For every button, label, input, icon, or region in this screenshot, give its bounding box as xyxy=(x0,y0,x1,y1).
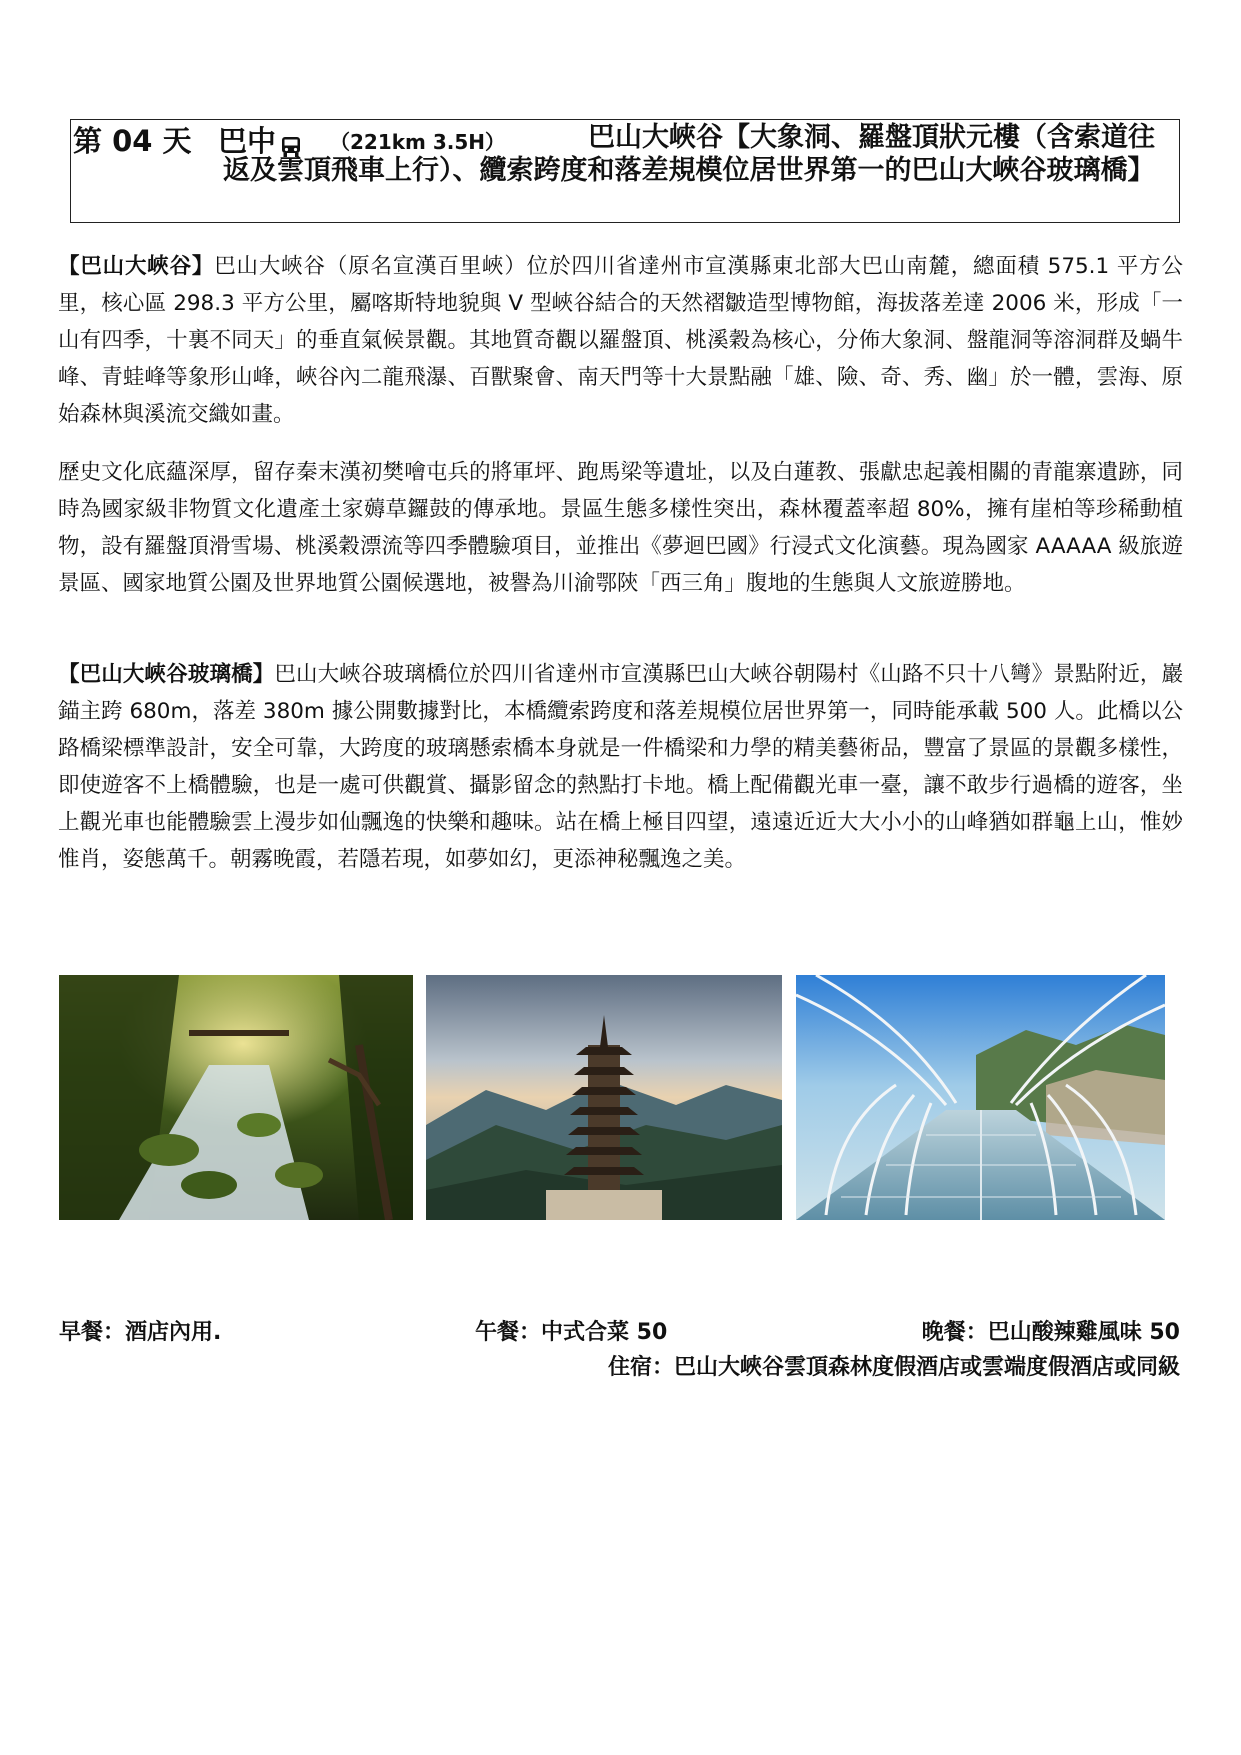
day-label: 第 04 天 xyxy=(73,124,192,158)
section-history xyxy=(58,454,1183,602)
lunch-label: 午餐：中式合菜 50 xyxy=(475,1320,668,1345)
lodging-label: 住宿：巴山大峽谷雲頂森林度假酒店或雲端度假酒店或同級 xyxy=(607,1355,1180,1380)
section-heading: 【巴山大峽谷玻璃橋】 xyxy=(58,662,275,687)
day-header xyxy=(70,119,1180,223)
city-name: 巴中 xyxy=(218,124,277,158)
photo-pagoda xyxy=(426,975,782,1220)
section-text: 巴山大峽谷（原名宣漢百里峽）位於四川省達州市宣漢縣東北部大巴山南麓，總面積 575.1 平方公里，核心區 298.3 平方公里，屬喀斯特地貌與 V 型峽谷結合的天然褶皺造型博物館，海拔落差達 2006 米，形成「一山有四季，十裏不同天」的垂直氣候景觀。其地質奇觀以羅盤頂、桃溪穀為核心，分佈大象洞、盤龍洞等溶洞群及蝸牛峰、青蛙峰等象形山峰，峽谷內二龍飛瀑、百獸聚會、南天門等十大景點融「雄、險、奇、秀、幽」於一體，雲海、原始森林與溪流交織如畫。 xyxy=(58,254,1183,427)
day-title: 巴山大峽谷【大象洞、羅盤頂狀元樓（含索道往返及雲頂飛車上行）、纜索跨度和落差規模位居世界第一的巴山大峽谷玻璃橋】 xyxy=(223,122,1155,186)
section-glass-bridge xyxy=(58,656,1183,878)
photo-forest-stream xyxy=(59,975,413,1220)
breakfast-label: 早餐：酒店內用. xyxy=(59,1320,222,1345)
section-bashan-canyon xyxy=(58,248,1183,433)
section-heading: 【巴山大峽谷】 xyxy=(58,254,215,279)
section-text: 巴山大峽谷玻璃橋位於四川省達州市宣漢縣巴山大峽谷朝陽村《山路不只十八彎》景點附近，巖錨主跨 680m，落差 380m 據公開數據對比，本橋纜索跨度和落差規模位居世界第一，同時能承載 500 人。此橋以公路橋梁標準設計，安全可靠，大跨度的玻璃懸索橋本身就是一件橋梁和力學的精美藝術品，豐富了景區的景觀多樣性，即使遊客不上橋體驗，也是一處可供觀賞、攝影留念的熱點打卡地。橋上配備觀光車一臺，讓不敢步行過橋的遊客，坐上觀光車也能體驗雲上漫步如仙飄逸的快樂和趣味。站在橋上極目四望，遠遠近近大大小小的山峰猶如群龜上山，惟妙惟肖，姿態萬千。朝霧晚霞，若隱若現，如夢如幻，更添神秘飄逸之美。 xyxy=(58,662,1183,872)
distance-label: （221km 3.5H） xyxy=(330,130,506,154)
section-text: 歷史文化底蘊深厚，留存秦末漢初樊噲屯兵的將軍坪、跑馬梁等遺址，以及白蓮教、張獻忠起義相關的青龍寨遺跡，同時為國家級非物質文化遺產土家薅草鑼鼓的傳承地。景區生態多樣性突出，森林覆蓋率超 80%，擁有崖柏等珍稀動植物，設有羅盤頂滑雪場、桃溪穀漂流等四季體驗項目，並推出《夢迴巴國》行浸式文化演藝。現為國家 AAAAA 級旅遊景區、國家地質公園及世界地質公園候選地，被譽為川渝鄂陝「西三角」腹地的生態與人文旅遊勝地。 xyxy=(58,460,1183,596)
photo-glass-bridge xyxy=(796,975,1165,1220)
dinner-label: 晚餐：巴山酸辣雞風味 50 xyxy=(921,1320,1180,1345)
